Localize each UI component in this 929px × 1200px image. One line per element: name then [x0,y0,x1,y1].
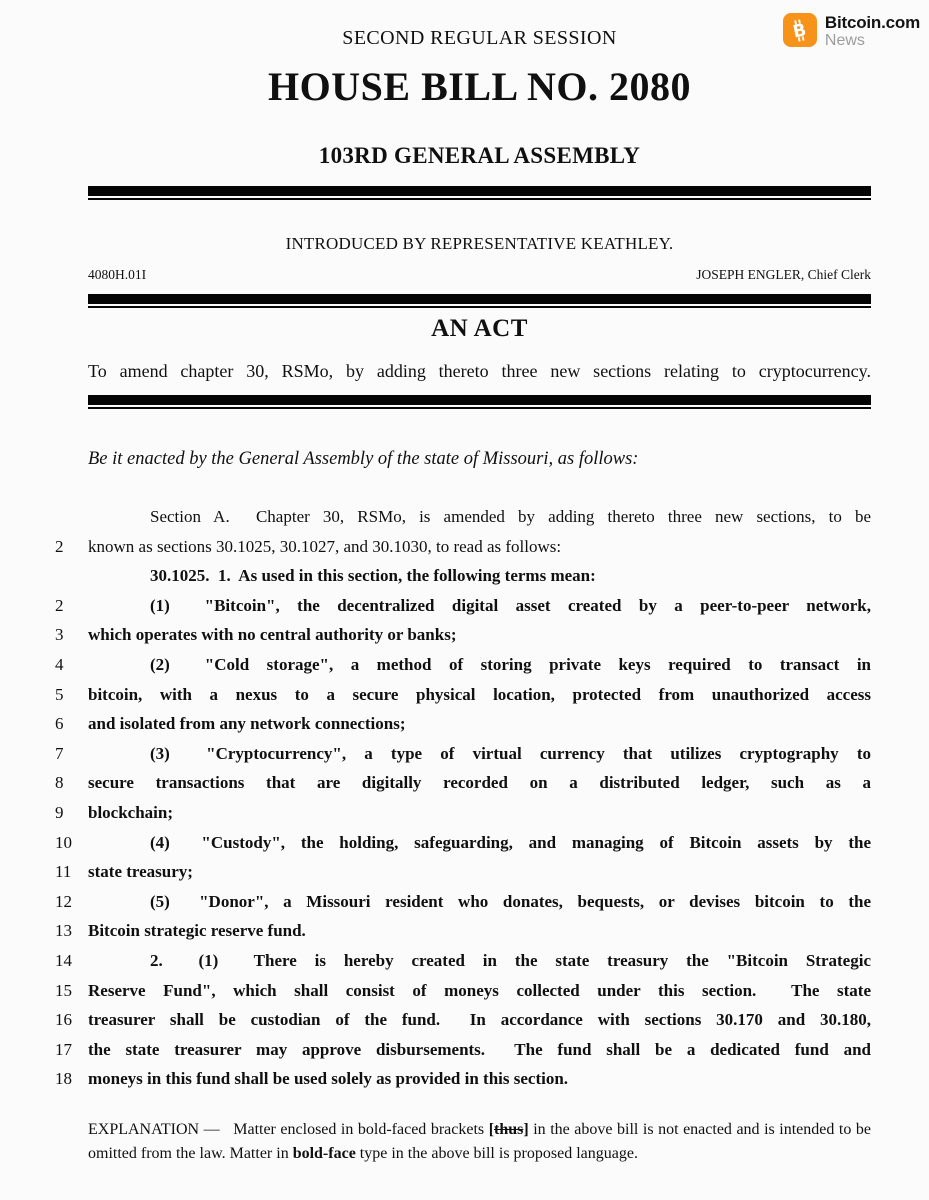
line-text: (3) "Cryptocurrency", a type of virtual currency that utilizes cryptography to [150,743,871,763]
line-number: 12 [55,891,72,911]
bill-line [55,916,871,946]
svg-text:B: B [791,19,809,43]
explanation-text-2: in the above bill is not enacted and is intended to be omitted from the law. Matter in [88,1120,872,1162]
line-text: bitcoin, with a nexus to a secure physical location, protected from unauthorized access [88,684,871,704]
bill-line [88,561,871,591]
line-number: 18 [55,1069,72,1089]
divider-rule-top [88,186,871,200]
line-number: 2 [55,536,64,556]
line-text: known as sections 30.1025, 30.1027, and 30.1030, to read as follows: [88,536,562,556]
line-number: 13 [55,921,72,941]
meta-row [88,267,871,283]
bill-line [55,857,871,887]
line-text: (5) "Donor", a Missouri resident who donates, bequests, or devises bitcoin to the [150,891,871,911]
line-text: the state treasurer may approve disbursements. The fund shall be a dedicated fund and [88,1039,871,1059]
line-number: 16 [55,1010,72,1030]
bitcoincom-news-logo [783,13,920,50]
chief-clerk: JOSEPH ENGLER, Chief Clerk [696,267,871,282]
line-text: 30.1025. 1. As used in this section, the following terms mean: [150,566,596,586]
bill-title: HOUSE BILL NO. 2080 [268,64,691,109]
line-number: 2 [55,595,64,615]
explanation-label: EXPLANATION — [88,1120,220,1138]
logo-text [825,13,920,50]
line-text: secure transactions that are digitally recorded on a distributed ledger, such as a [88,773,871,793]
bill-line [88,502,871,532]
introduced-by-line: INTRODUCED BY REPRESENTATIVE KEATHLEY. [285,234,674,253]
bill-purpose: To amend chapter 30, RSMo, by adding thereto three new sections relating to cryptocurrency. [88,361,871,381]
logo-subtitle: News [824,31,865,49]
line-text: which operates with no central authority or banks; [88,625,457,645]
line-number: 10 [55,832,72,852]
bill-line [55,680,871,710]
line-number: 8 [55,773,64,793]
line-number: 6 [55,714,64,734]
line-number: 15 [55,980,72,1000]
line-number: 4 [55,654,64,674]
line-number: 14 [55,950,72,970]
bill-line [55,739,871,769]
bill-line [55,1064,871,1094]
bill-line [55,976,871,1006]
line-text: Section A. Chapter 30, RSMo, is amended by adding thereto three new sections, to be [150,507,871,526]
logo-brand: Bitcoin.com [824,13,920,32]
bill-line [55,1005,871,1035]
bill-line [55,532,871,562]
line-text: moneys in this fund shall be used solely as provided in this section. [88,1069,569,1089]
bracket-close: ] [523,1120,529,1138]
line-text: state treasury; [88,862,193,882]
bill-line [55,591,871,621]
line-text: Reserve Fund", which shall consist of moneys collected under this section. The state [88,980,871,1000]
line-number: 9 [55,802,64,822]
line-text: (4) "Custody", the holding, safeguarding, and managing of Bitcoin assets by the [150,832,871,852]
line-text: and isolated from any network connections; [88,714,406,734]
line-number: 5 [55,684,64,704]
explanation-note [88,1118,871,1166]
line-text: Bitcoin strategic reserve fund. [88,921,306,941]
assembly-heading: 103RD GENERAL ASSEMBLY [318,143,641,168]
line-text: blockchain; [88,802,174,822]
divider-rule-middle [88,294,871,308]
line-number: 11 [55,862,72,882]
an-act-heading: AN ACT [431,315,528,342]
struck-word: thus [494,1120,524,1138]
enacting-clause: Be it enacted by the General Assembly of the state of Missouri, as follows: [88,449,639,469]
bitcoin-icon [783,13,817,47]
bill-line [55,946,871,976]
bill-line [55,828,871,858]
divider-rule-bottom [88,395,871,409]
bracket-open: [ [488,1120,495,1138]
explanation-text-3: type in the above bill is proposed language. [355,1144,638,1162]
bill-line [55,650,871,680]
bill-line [55,798,871,828]
bill-line [55,620,871,650]
line-text: 2. (1) There is hereby created in the state treasury the "Bitcoin Strategic [150,950,871,970]
line-number: 7 [55,743,64,763]
bill-body [55,502,871,1094]
bill-line [55,709,871,739]
line-text: (2) "Cold storage", a method of storing private keys required to transact in [150,654,871,674]
document-number: 4080H.01I [88,267,147,282]
bill-line [55,768,871,798]
line-number: 3 [55,625,64,645]
line-number: 17 [55,1039,72,1059]
explanation-text-1: Matter enclosed in bold-faced brackets [219,1120,489,1138]
session-heading: SECOND REGULAR SESSION [342,27,617,49]
bill-line [55,1035,871,1065]
bill-line [55,887,871,917]
boldface-word: bold-face [292,1144,356,1162]
line-text: treasurer shall be custodian of the fund. In accordance with sections 30.170 and 30.180, [88,1010,871,1030]
line-text: (1) "Bitcoin", the decentralized digital asset created by a peer-to-peer network, [150,595,871,615]
